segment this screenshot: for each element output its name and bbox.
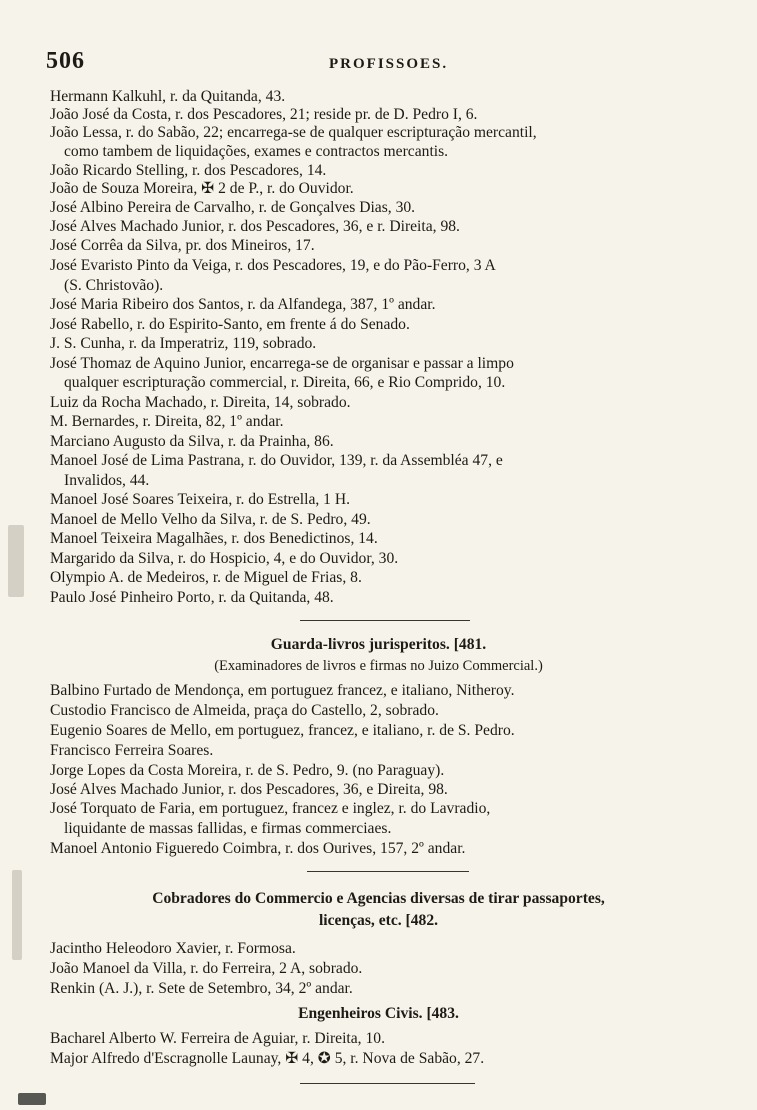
section-subheading: (Examinadores de livros e firmas no Juizo Commercial.) bbox=[214, 658, 543, 674]
page-number: 506 bbox=[46, 48, 85, 74]
section-heading: Engenheiros Civis. [483. bbox=[298, 1005, 459, 1022]
section-heading: Cobradores do Commercio e Agencias diversas de tirar passaportes, bbox=[152, 890, 605, 907]
list-item: João Ricardo Stelling, r. dos Pescadores, 14. bbox=[50, 162, 327, 179]
page-title: PROFISSOES. bbox=[329, 56, 449, 72]
list-item: João José da Costa, r. dos Pescadores, 21; reside pr. de D. Pedro I, 6. bbox=[50, 106, 478, 123]
page-edge-marking bbox=[12, 870, 22, 960]
list-item-continuation: (S. Christovão). bbox=[64, 277, 164, 294]
list-item: Balbino Furtado de Mendonça, em portuguez francez, e italiano, Nitheroy. bbox=[50, 682, 515, 699]
list-item: Manoel Teixeira Magalhães, r. dos Benedictinos, 14. bbox=[50, 530, 378, 547]
list-item: Jorge Lopes da Costa Moreira, r. de S. Pedro, 9. (no Paraguay). bbox=[50, 762, 445, 779]
list-item: Luiz da Rocha Machado, r. Direita, 14, sobrado. bbox=[50, 394, 351, 411]
list-item-continuation: como tambem de liquidações, exames e contractos mercantis. bbox=[64, 143, 449, 160]
list-item: Manoel José de Lima Pastrana, r. do Ouvidor, 139, r. da Assembléa 47, e bbox=[50, 452, 503, 469]
section-divider bbox=[300, 620, 470, 621]
list-item: José Torquato de Faria, em portuguez, francez e inglez, r. do Lavradio, bbox=[50, 800, 491, 817]
list-item: Margarido da Silva, r. do Hospicio, 4, e do Ouvidor, 30. bbox=[50, 550, 399, 567]
list-item: José Rabello, r. do Espirito-Santo, em frente á do Senado. bbox=[50, 316, 410, 333]
section-divider bbox=[307, 871, 469, 872]
list-item: Olympio A. de Medeiros, r. de Miguel de Frias, 8. bbox=[50, 569, 362, 586]
list-item: M. Bernardes, r. Direita, 82, 1º andar. bbox=[50, 413, 284, 430]
list-item: Marciano Augusto da Silva, r. da Prainha, 86. bbox=[50, 433, 334, 450]
section-divider bbox=[300, 1083, 475, 1084]
list-item: Francisco Ferreira Soares. bbox=[50, 742, 214, 759]
list-item: J. S. Cunha, r. da Imperatriz, 119, sobrado. bbox=[50, 335, 317, 352]
list-item: José Maria Ribeiro dos Santos, r. da Alfandega, 387, 1º andar. bbox=[50, 296, 436, 313]
list-item-continuation: qualquer escripturação commercial, r. Direita, 66, e Rio Comprido, 10. bbox=[64, 374, 506, 391]
list-item: João Lessa, r. do Sabão, 22; encarrega-se de qualquer escripturação mercantil, bbox=[50, 124, 537, 141]
list-item: Paulo José Pinheiro Porto, r. da Quitanda, 48. bbox=[50, 589, 334, 606]
section-heading: Guarda-livros jurisperitos. [481. bbox=[270, 636, 487, 653]
list-item: Manoel Antonio Figueredo Coimbra, r. dos Ourives, 157, 2º andar. bbox=[50, 840, 466, 857]
list-item: Jacintho Heleodoro Xavier, r. Formosa. bbox=[50, 940, 296, 957]
list-item: Hermann Kalkuhl, r. da Quitanda, 43. bbox=[50, 88, 286, 105]
page-header bbox=[46, 48, 686, 78]
list-item: Renkin (A. J.), r. Sete de Setembro, 34, 2º andar. bbox=[50, 980, 353, 997]
list-item: João Manoel da Villa, r. do Ferreira, 2 A, sobrado. bbox=[50, 960, 363, 977]
list-item: Major Alfredo d'Escragnolle Launay, ✠ 4, ✪ 5, r. Nova de Sabão, 27. bbox=[50, 1050, 485, 1067]
list-item: José Alves Machado Junior, r. dos Pescadores, 36, e Direita, 98. bbox=[50, 781, 448, 798]
list-item: José Alves Machado Junior, r. dos Pescadores, 36, e r. Direita, 98. bbox=[50, 218, 460, 235]
list-item-continuation: Invalidos, 44. bbox=[64, 472, 150, 489]
list-item: José Thomaz de Aquino Junior, encarrega-se de organisar e passar a limpo bbox=[50, 355, 514, 372]
list-item: José Albino Pereira de Carvalho, r. de Gonçalves Dias, 30. bbox=[50, 199, 416, 216]
list-item: Manoel de Mello Velho da Silva, r. de S. Pedro, 49. bbox=[50, 511, 371, 528]
section-heading-continuation: licenças, etc. [482. bbox=[318, 912, 439, 929]
list-item: José Evaristo Pinto da Veiga, r. dos Pescadores, 19, e do Pão-Ferro, 3 A bbox=[50, 257, 496, 274]
page-edge-marking bbox=[8, 525, 24, 597]
list-item-continuation: liquidante de massas fallidas, e firmas commerciaes. bbox=[64, 820, 392, 837]
list-item: José Corrêa da Silva, pr. dos Mineiros, 17. bbox=[50, 237, 315, 254]
page-corner-mark bbox=[18, 1093, 46, 1105]
list-item: Eugenio Soares de Mello, em portuguez, francez, e italiano, r. de S. Pedro. bbox=[50, 722, 515, 739]
list-item: Custodio Francisco de Almeida, praça do Castello, 2, sobrado. bbox=[50, 702, 439, 719]
list-item: João de Souza Moreira, ✠ 2 de P., r. do Ouvidor. bbox=[50, 180, 354, 197]
list-item: Manoel José Soares Teixeira, r. do Estrella, 1 H. bbox=[50, 491, 351, 508]
list-item: Bacharel Alberto W. Ferreira de Aguiar, r. Direita, 10. bbox=[50, 1030, 385, 1047]
